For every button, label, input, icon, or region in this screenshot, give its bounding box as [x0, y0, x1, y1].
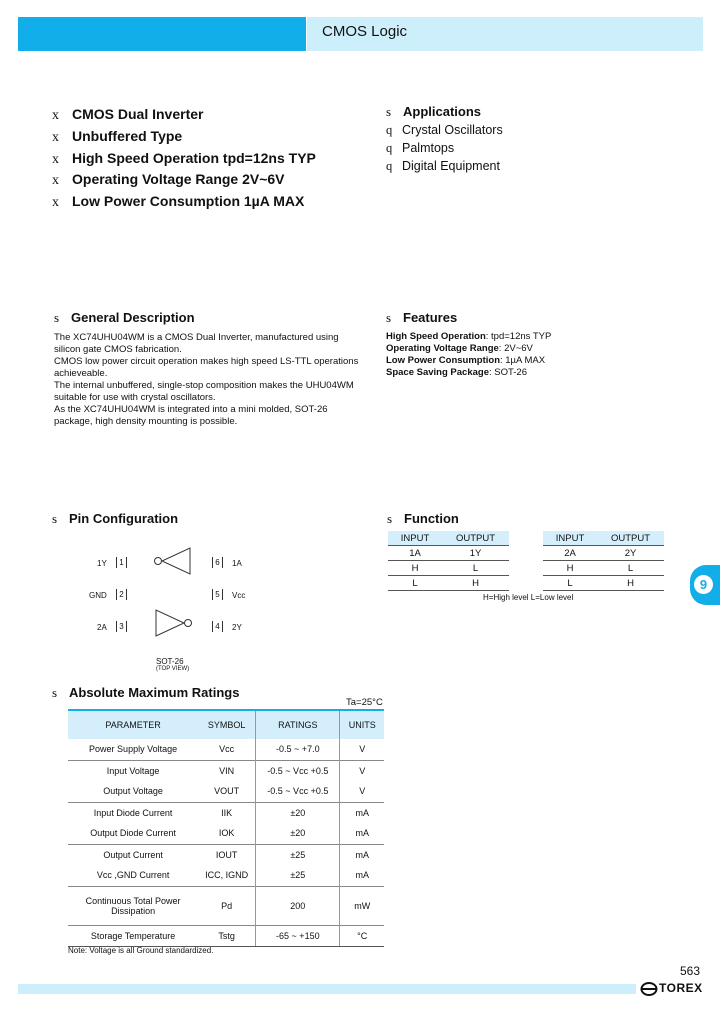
table-cell: Power Supply Voltage [89, 744, 178, 755]
description-paragraph: As the XC74UHU04WM is integrated into a mini molded, SOT-26 package, high density mounting is possible. [54, 404, 328, 427]
table-row [68, 781, 384, 802]
table-cell: Storage Temperature [68, 925, 198, 947]
table-row [68, 739, 384, 760]
table-cell: mA [355, 828, 369, 839]
table-header [388, 531, 509, 546]
pin-number: 1 [116, 557, 127, 568]
inverter-1-icon [155, 548, 191, 574]
general-description-heading: s General Description [54, 310, 195, 325]
pin-name: 1A [232, 559, 242, 568]
brand-name: TOREX [659, 981, 703, 995]
table-cell: mW [340, 886, 384, 925]
table-row [388, 576, 509, 591]
general-description-text [54, 332, 364, 428]
table-cell: IOK [198, 823, 256, 844]
table-cell: VOUT [198, 781, 256, 802]
table-cell: -65 ~ +150 [256, 925, 340, 947]
feature-item: x Unbuffered Type [52, 128, 183, 145]
table-cell: mA [340, 844, 384, 865]
table-row [68, 844, 384, 865]
application-item: q Crystal Oscillators [386, 123, 503, 137]
torex-logo-icon [640, 981, 658, 997]
table-cell: Input Voltage [68, 760, 198, 781]
table-row [543, 546, 664, 561]
table-cell: H [388, 561, 442, 576]
header-cell: UNITS [340, 710, 384, 739]
features-list [386, 331, 551, 379]
header-accent-bar [18, 17, 306, 51]
table-cell: L [543, 576, 597, 591]
table-cell: Pd [198, 886, 256, 925]
table-cell: L [388, 576, 442, 591]
table-cell: H [597, 576, 664, 591]
table-cell: 2A [543, 546, 597, 561]
table-cell: V [359, 744, 366, 755]
table-cell: -0.5 ~ +7.0 [256, 739, 340, 760]
table-row [68, 802, 384, 823]
pin-number: 5 [212, 589, 223, 600]
table-header [543, 531, 664, 546]
table-header [68, 710, 384, 739]
feature-line: Low Power Consumption: 1µA MAX [386, 355, 546, 366]
inverter-symbols [150, 544, 200, 640]
section-tab-number: 9 [694, 575, 713, 594]
description-paragraph: CMOS low power circuit operation makes high speed LS-TTL operations achieveable. [54, 356, 359, 379]
table-cell: °C [340, 925, 384, 947]
package-view: (TOP VIEW) [156, 666, 190, 672]
header-cell: OUTPUT [597, 531, 664, 546]
pin-configuration-heading: s Pin Configuration [52, 511, 179, 526]
header-cell: INPUT [543, 531, 597, 546]
table-row [68, 760, 384, 781]
table-cell: 1A [388, 546, 442, 561]
pin-number: 6 [212, 557, 223, 568]
page-number: 563 [680, 964, 701, 978]
table-row [543, 576, 664, 591]
function-table-1 [388, 531, 509, 591]
table-row [68, 865, 384, 886]
pin-name: GND [89, 591, 107, 600]
features-heading: s Features [386, 310, 458, 325]
table-cell: Vcc [198, 739, 256, 760]
pin-name: 1Y [97, 559, 107, 568]
feature-line: Space Saving Package: SOT-26 [386, 367, 527, 378]
pin-number: 4 [212, 621, 223, 632]
function-heading: s Function [387, 511, 459, 526]
absolute-max-table [68, 709, 384, 947]
table-cell: ±25 [256, 844, 340, 865]
table-cell: V [359, 786, 366, 797]
table-cell: mA [340, 802, 384, 823]
table-cell: Continuous Total Power Dissipation [68, 886, 198, 925]
table-cell: mA [355, 870, 369, 881]
table-cell: ICC, IGND [198, 865, 256, 886]
table-cell: L [442, 561, 509, 576]
absolute-max-heading: s Absolute Maximum Ratings [52, 685, 240, 700]
description-paragraph: The XC74UHU04WM is a CMOS Dual Inverter, manufactured using silicon gate CMOS fabrication. [54, 332, 339, 355]
header-cell: RATINGS [256, 710, 340, 739]
table-cell: 1Y [442, 546, 509, 561]
feature-line: Operating Voltage Range: 2V~6V [386, 343, 533, 354]
table-cell: L [597, 561, 664, 576]
table-cell: VIN [198, 760, 256, 781]
table-row [388, 546, 509, 561]
table-cell: 2Y [597, 546, 664, 561]
header-cell: INPUT [388, 531, 442, 546]
feature-line: High Speed Operation: tpd=12ns TYP [386, 331, 552, 342]
table-row [68, 925, 384, 947]
header-cell: SYMBOL [198, 710, 256, 739]
function-note: H=High level L=Low level [483, 593, 574, 602]
function-table-2 [543, 531, 664, 591]
feature-item: x Low Power Consumption 1µA MAX [52, 193, 305, 210]
inverter-2-icon [156, 610, 192, 636]
table-cell: H [442, 576, 509, 591]
table-cell: ±20 [256, 802, 340, 823]
table-cell: -0.5 ~ Vcc +0.5 [256, 760, 340, 781]
table-cell: -0.5 ~ Vcc +0.5 [256, 781, 340, 802]
header-cell: PARAMETER [68, 710, 198, 739]
table-cell: Vcc ,GND Current [96, 870, 170, 881]
description-paragraph: The internal unbuffered, single-stop composition makes the UHU04WM suitable for use with crystal oscillators. [54, 380, 354, 403]
feature-item: x CMOS Dual Inverter [52, 106, 204, 123]
table-row [388, 561, 509, 576]
table-cell: ±25 [256, 865, 340, 886]
pin-number: 3 [116, 621, 127, 632]
pin-name: 2A [97, 623, 107, 632]
table-cell: Output Diode Current [90, 828, 176, 839]
pin-number: 2 [116, 589, 127, 600]
table-cell: H [543, 561, 597, 576]
package-label: SOT-26 [156, 657, 184, 666]
feature-item: x Operating Voltage Range 2V~6V [52, 171, 285, 188]
footer-bar [18, 984, 636, 994]
table-cell: IIK [198, 802, 256, 823]
table-cell: ±20 [256, 823, 340, 844]
temperature-condition: Ta=25°C [346, 697, 383, 708]
table-cell: Output Voltage [103, 786, 163, 797]
table-cell: Input Diode Current [68, 802, 198, 823]
table-row [68, 886, 384, 925]
pin-name: 2Y [232, 623, 242, 632]
pin-name: Vcc [232, 591, 246, 600]
table-row [68, 823, 384, 844]
applications-heading: s Applications [386, 104, 482, 119]
header-cell: OUTPUT [442, 531, 509, 546]
table-cell: Tstg [198, 925, 256, 947]
absolute-max-note: Note: Voltage is all Ground standardized. [68, 946, 214, 955]
table-cell: Output Current [68, 844, 198, 865]
application-item: q Palmtops [386, 141, 455, 155]
table-row [543, 561, 664, 576]
table-cell: V [340, 760, 384, 781]
application-item: q Digital Equipment [386, 159, 500, 173]
feature-item: x High Speed Operation tpd=12ns TYP [52, 150, 316, 167]
header-title: CMOS Logic [322, 23, 408, 40]
table-cell: IOUT [198, 844, 256, 865]
table-cell: 200 [256, 886, 340, 925]
